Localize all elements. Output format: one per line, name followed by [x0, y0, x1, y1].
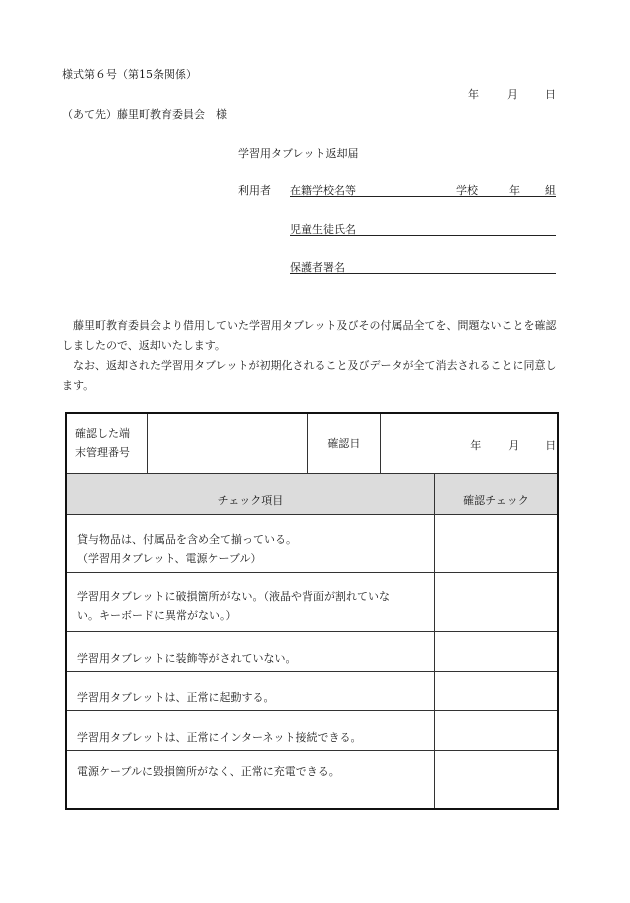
check-row [66, 514, 558, 572]
check-cell[interactable] [434, 750, 558, 809]
check-item-text: 学習用タブレットに装飾等がされていない。 [66, 631, 434, 671]
check-row [66, 750, 558, 809]
date-day-label: 日 [545, 88, 556, 101]
school-field-label: 在籍学校名等 [290, 184, 356, 197]
date-year-label: 年 [468, 88, 479, 101]
check-item-text: 学習用タブレットは、正常にインターネット接続できる。 [66, 710, 434, 750]
check-row [66, 671, 558, 710]
check-item-text: 学習用タブレットに破損箇所がない。（液晶や背面が割れていな い。キーボードに異常がない。） [66, 572, 434, 631]
check-header-row [66, 473, 558, 514]
guardian-signature-line[interactable] [290, 273, 556, 274]
check-cell[interactable] [434, 671, 558, 710]
confirm-date-month: 月 [508, 439, 520, 452]
body-paragraph-1: 藤里町教育委員会より借用していた学習用タブレット及びその付属品全てを、問題ないことを確認しましたので、返却いたします。 [62, 319, 557, 352]
confirm-date-day: 日 [545, 439, 557, 452]
form-number: 様式第６号（第15条関係） [62, 68, 197, 81]
terminal-number-value[interactable] [148, 413, 307, 473]
confirm-date-value[interactable] [381, 413, 558, 473]
terminal-number-label: 確認した端 末管理番号 [66, 413, 148, 473]
class-suffix: 組 [545, 184, 556, 197]
school-field-line[interactable] [290, 196, 556, 197]
check-cell[interactable] [434, 710, 558, 750]
col-header-check: 確認チェック [434, 473, 558, 514]
terminal-info-row [66, 413, 558, 473]
applicant-label: 利用者 [238, 184, 271, 197]
check-cell[interactable] [434, 514, 558, 572]
body-text [62, 316, 562, 396]
addressee: （あて先）藤里町教育委員会 様 [62, 108, 227, 121]
guardian-signature-label: 保護者署名 [290, 261, 345, 274]
grade-suffix: 年 [509, 184, 520, 197]
confirm-date-label: 確認日 [307, 413, 381, 473]
student-name-line[interactable] [290, 235, 556, 236]
check-cell[interactable] [434, 631, 558, 671]
date-month-label: 月 [507, 88, 518, 101]
check-row [66, 710, 558, 750]
check-item-text: 学習用タブレットは、正常に起動する。 [66, 671, 434, 710]
confirm-date-year: 年 [470, 439, 482, 452]
body-paragraph-2: なお、返却された学習用タブレットが初期化されること及びデータが全て消去されることに同意します。 [62, 359, 557, 392]
check-cell[interactable] [434, 572, 558, 631]
col-header-items: チェック項目 [66, 473, 434, 514]
check-table [65, 412, 559, 810]
check-row [66, 572, 558, 631]
check-item-text: 貸与物品は、付属品を含め全て揃っている。 （学習用タブレット、電源ケーブル） [66, 514, 434, 572]
student-name-label: 児童生徒氏名 [290, 223, 356, 236]
document-title: 学習用タブレット返却届 [238, 147, 359, 160]
check-row [66, 631, 558, 671]
check-item-text: 電源ケーブルに毀損箇所がなく、正常に充電できる。 [66, 750, 434, 809]
school-suffix: 学校 [456, 184, 478, 197]
